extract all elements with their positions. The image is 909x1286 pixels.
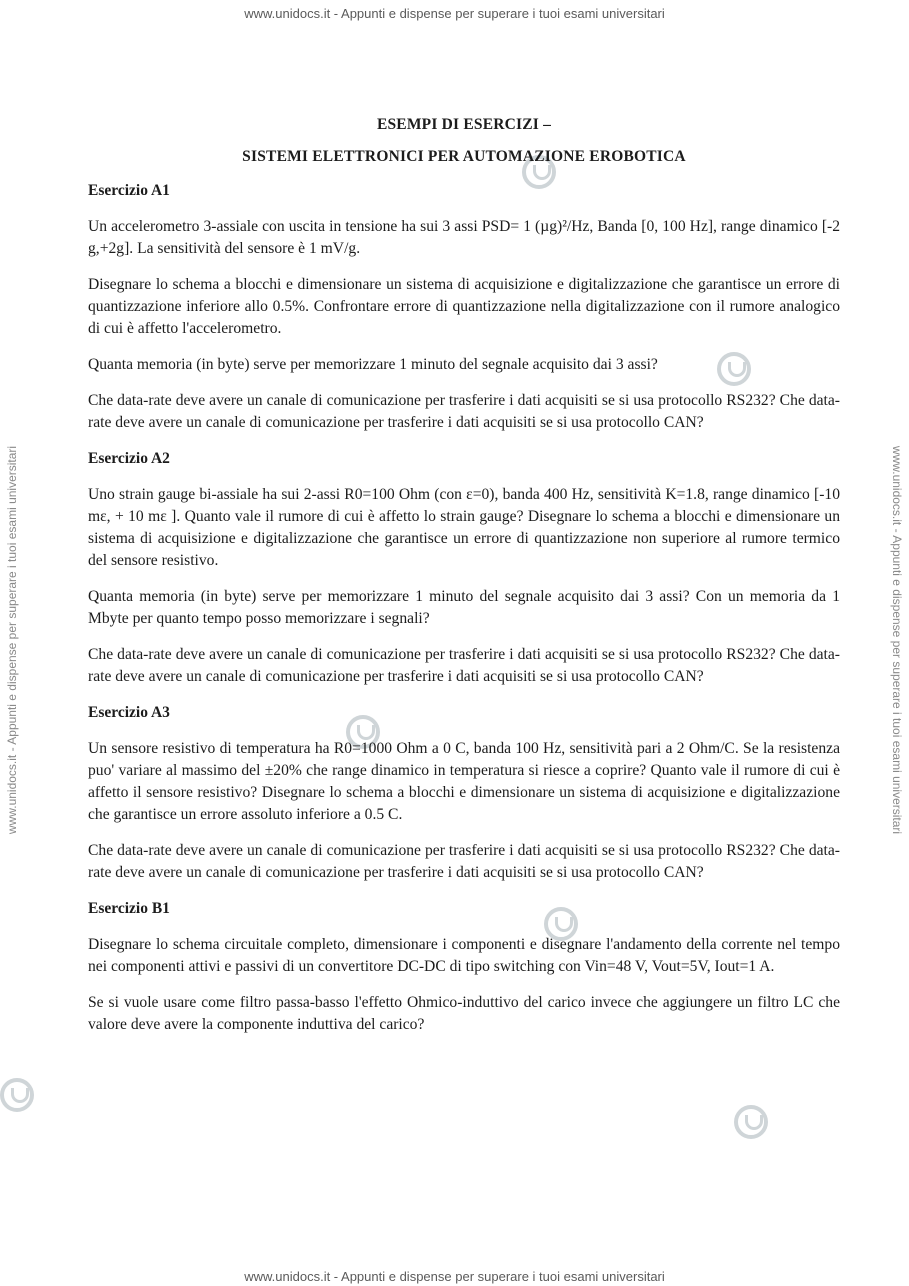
- exercise-paragraph: Quanta memoria (in byte) serve per memorizzare 1 minuto del segnale acquisito dai 3 assi? Con un memoria da 1 Mbyte per quanto tempo posso memorizzare i segnali?: [88, 588, 840, 627]
- exercise-paragraph: Quanta memoria (in byte) serve per memorizzare 1 minuto del segnale acquisito dai 3 assi?: [88, 356, 658, 373]
- exercise-paragraph: Se si vuole usare come filtro passa-basso l'effetto Ohmico-induttivo del carico invece che aggiungere un filtro LC che valore deve avere la componente induttiva del carico?: [88, 994, 840, 1033]
- exercise-heading: Esercizio B1: [88, 900, 170, 917]
- exercise-paragraph: Disegnare lo schema circuitale completo, dimensionare i componenti e disegnare l'andamento della corrente nel tempo nei componenti attivi e passivi di un convertitore DC-DC di tipo switching con Vin=48 V, Vout=5V, Iout=1 A.: [88, 936, 840, 975]
- exercise-paragraph: Disegnare lo schema a blocchi e dimensionare un sistema di acquisizione e digitalizzazione che garantisce un errore di quantizzazione inferiore allo 0.5%. Confrontare errore di quantizzazione nella digitalizzazione con il rumore analogico di cui è affetto l'accelerometro.: [88, 276, 840, 337]
- unidocs-logo-icon: [734, 1105, 768, 1139]
- exercise-a3: [88, 702, 840, 884]
- document-title: ESEMPI DI ESERCIZI –: [376, 116, 552, 133]
- document-body: [88, 114, 840, 1050]
- exercise-heading: Esercizio A3: [88, 704, 170, 721]
- watermark-side-left: www.unidocs.it - Appunti e dispense per superare i tuoi esami universitari: [5, 445, 19, 835]
- exercise-paragraph: Un accelerometro 3-assiale con uscita in tensione ha sui 3 assi PSD= 1 (µg)²/Hz, Banda [0, 100 Hz], range dinamico [-2 g,+2g]. La sensitività del sensore è 1 mV/g.: [88, 218, 840, 257]
- exercise-b1: [88, 898, 840, 1036]
- exercise-paragraph: Che data-rate deve avere un canale di comunicazione per trasferire i dati acquisiti se si usa protocollo RS232? Che data-rate deve avere un canale di comunicazione per trasferire i dati acquisiti se si usa protocollo CAN?: [88, 842, 840, 881]
- watermark-banner-bottom: www.unidocs.it - Appunti e dispense per superare i tuoi esami universitari: [244, 1269, 665, 1284]
- exercise-heading: Esercizio A1: [88, 182, 170, 199]
- exercise-paragraph: Che data-rate deve avere un canale di comunicazione per trasferire i dati acquisiti se si usa protocollo RS232? Che data-rate deve avere un canale di comunicazione per trasferire i dati acquisiti se si usa protocollo CAN?: [88, 392, 840, 431]
- exercise-a1: [88, 180, 840, 434]
- exercise-paragraph: Uno strain gauge bi-assiale ha sui 2-assi R0=100 Ohm (con ε=0), banda 400 Hz, sensitività K=1.8, range dinamico [-10 mε, + 10 mε ]. Quanto vale il rumore di cui è affetto lo strain gauge? Disegnare lo schema a blocchi e dimensionare un sistema di acquisizione e digitalizzazione che garantisce un errore di quantizzazione non superiore al rumore termico del sensore resistivo.: [88, 486, 840, 569]
- exercise-heading: Esercizio A2: [88, 450, 170, 467]
- exercise-paragraph: Un sensore resistivo di temperatura ha R0=1000 Ohm a 0 C, banda 100 Hz, sensitività pari a 2 Ohm/C. Se la resistenza puo' variare al massimo del ±20% che range dinamico in temperatura si riesce a coprire? Quanto vale il rumore di cui è affetto il sensore resistivo? Disegnare lo schema a blocchi e dimensionare un sistema di acquisizione e digitalizzazione che garantisce un errore assoluto inferiore a 0.5 C.: [88, 740, 840, 823]
- unidocs-logo-icon: [0, 1078, 34, 1112]
- exercise-paragraph: Che data-rate deve avere un canale di comunicazione per trasferire i dati acquisiti se si usa protocollo RS232? Che data-rate deve avere un canale di comunicazione per trasferire i dati acquisiti se si usa protocollo CAN?: [88, 646, 840, 685]
- watermark-banner-top: www.unidocs.it - Appunti e dispense per superare i tuoi esami universitari: [244, 6, 665, 21]
- watermark-side-right: www.unidocs.it - Appunti e dispense per superare i tuoi esami universitari: [890, 445, 904, 835]
- exercise-a2: [88, 448, 840, 688]
- document-subtitle: SISTEMI ELETTRONICI PER AUTOMAZIONE EROBOTICA: [242, 148, 686, 165]
